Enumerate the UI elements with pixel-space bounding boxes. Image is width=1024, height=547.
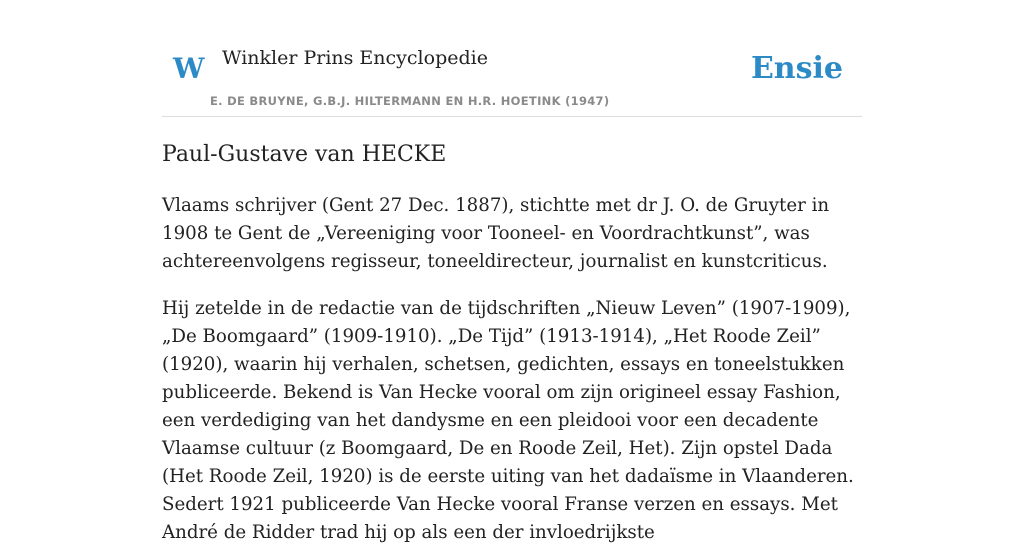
article [162,138,862,547]
site-header [162,0,862,117]
article-paragraph: Hij zetelde in de redactie van de tijdschriften „Nieuw Leven” (1907-1909), „De Boomgaard” (1909-1910). „De Tijd” (1913-1914), „Het Roode Zeil” (1920), waarin hij verhalen, schetsen, gedichten, essays en toneelstukken publiceerde. Bekend is Van Hecke vooral om zijn origineel essay Fashion, een verdediging van het dandysme en een pleidooi voor een decadente Vlaamse cultuur (z Boomgaard, De en Roode Zeil, Het). Zijn opstel Dada (Het Roode Zeil, 1920) is de eerste uiting van het dadaïsme in Vlaanderen. Sedert 1921 publiceerde Van Hecke vooral Franse verzen en essays. Met André de Ridder trad hij op als een der invloedrijkste [162,298,854,543]
site-subtitle: E. DE BRUYNE, G.B.J. HILTERMANN EN H.R. HOETINK (1947) [210,94,610,108]
site-title[interactable]: Winkler Prins Encyclopedie [222,47,488,69]
article-paragraph: Vlaams schrijver (Gent 27 Dec. 1887), stichtte met dr J. O. de Gruyter in 1908 te Gent de „Vereeniging voor Tooneel- en Voordrachtkunst”, was achtereenvolgens regisseur, toneeldirecteur, journalist en kunstcriticus. [162,195,830,272]
article-title: Paul-Gustave van HECKE [162,142,447,167]
site-logo[interactable]: W [173,52,205,85]
ensie-brand-link[interactable]: Ensie [750,51,843,86]
